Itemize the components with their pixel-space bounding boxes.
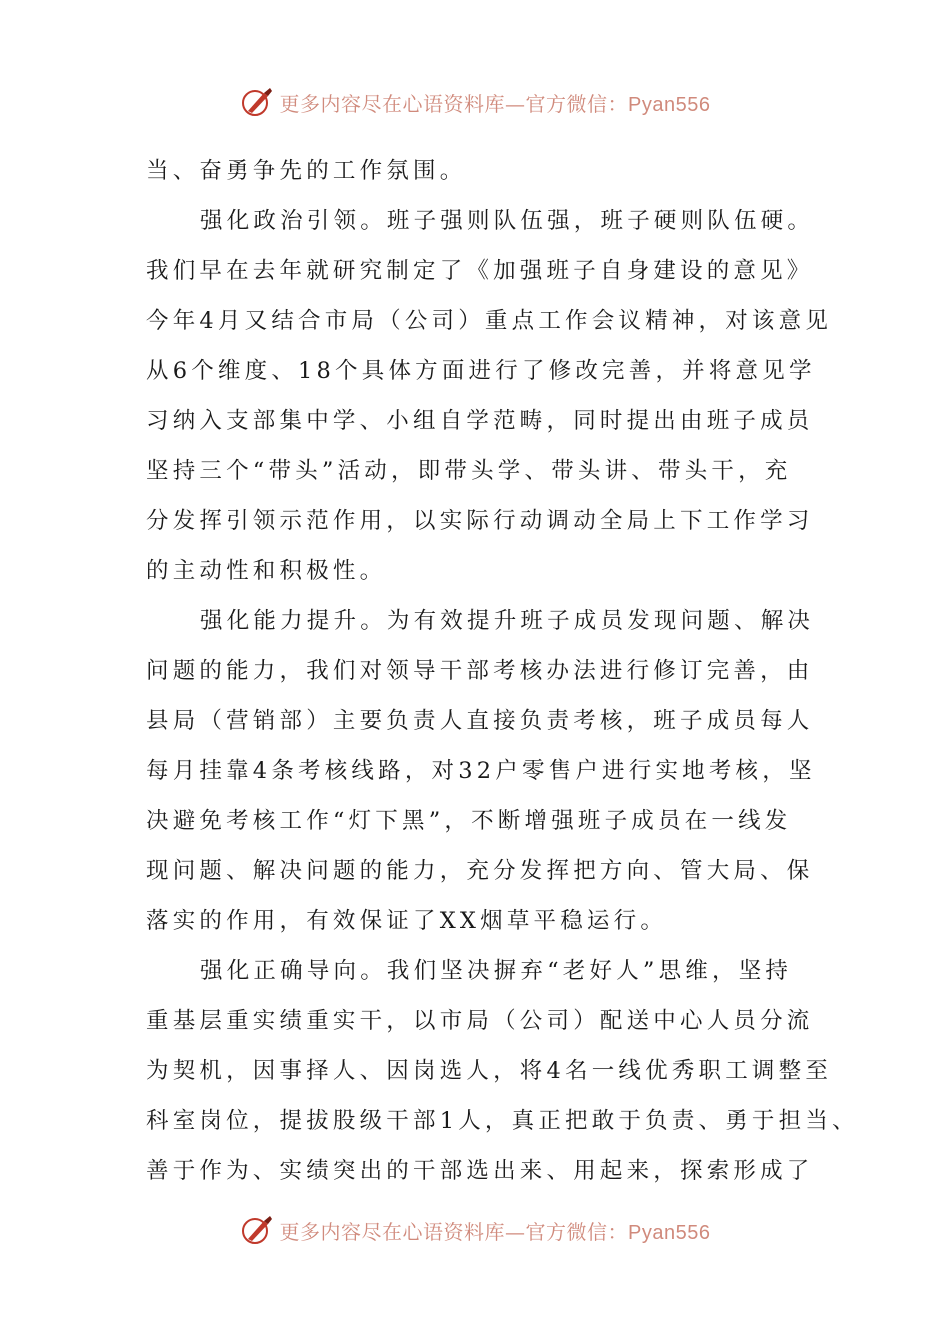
text-line: 从6个维度、18个具体方面进行了修改完善，并将意见学	[146, 358, 816, 384]
watermark-banner-top	[0, 82, 950, 122]
text-line: 重基层重实绩重实干，以市局（公司）配送中心人员分流	[146, 1008, 814, 1034]
text-line: 问题的能力，我们对领导干部考核办法进行修订完善，由	[146, 658, 814, 684]
text-line: 为契机，因事择人、因岗选人，将4名一线优秀职工调整至	[146, 1058, 833, 1084]
text-line: 决避免考核工作“灯下黑”，不断增强班子成员在一线发	[146, 808, 792, 834]
text-line: 强化政治引领。班子强则队伍强，班子硬则队伍硬。	[200, 208, 815, 234]
watermark-banner-bottom	[0, 1210, 950, 1250]
text-line: 善于作为、实绩突出的干部选出来、用起来，探索形成了	[146, 1158, 814, 1184]
watermark-text: 更多内容尽在心语资料库—官方微信：Pyan556	[279, 91, 711, 116]
document-body	[146, 146, 859, 1196]
text-line: 习纳入支部集中学、小组自学范畴，同时提出由班子成员	[146, 408, 814, 434]
text-line: 的主动性和积极性。	[146, 558, 387, 584]
text-line: 每月挂靠4条考核线路，对32户零售户进行实地考核，坚	[146, 758, 816, 784]
text-line: 强化正确导向。我们坚决摒弃“老好人”思维，坚持	[200, 958, 793, 984]
text-line: 分发挥引领示范作用，以实际行动调动全局上下工作学习	[146, 508, 814, 534]
text-line: 强化能力提升。为有效提升班子成员发现问题、解决	[200, 608, 815, 634]
text-line: 县局（营销部）主要负责人直接负责考核，班子成员每人	[146, 708, 814, 734]
text-line: 坚持三个“带头”活动，即带头学、带头讲、带头干，充	[146, 458, 792, 484]
text-line: 我们早在去年就研究制定了《加强班子自身建设的意见》	[146, 258, 814, 284]
text-line: 现问题、解决问题的能力，充分发挥把方向、管大局、保	[146, 858, 814, 884]
text-line: 今年4月又结合市局（公司）重点工作会议精神，对该意见	[146, 308, 833, 334]
text-line: 落实的作用，有效保证了XX烟草平稳运行。	[146, 908, 668, 934]
pen-logo-icon	[240, 85, 274, 119]
pen-logo-icon	[240, 1213, 274, 1247]
text-line: 当、奋勇争先的工作氛围。	[146, 158, 467, 184]
text-line: 科室岗位，提拔股级干部1人，真正把敢于负责、勇于担当、	[146, 1108, 859, 1134]
watermark-text: 更多内容尽在心语资料库—官方微信：Pyan556	[279, 1219, 711, 1244]
